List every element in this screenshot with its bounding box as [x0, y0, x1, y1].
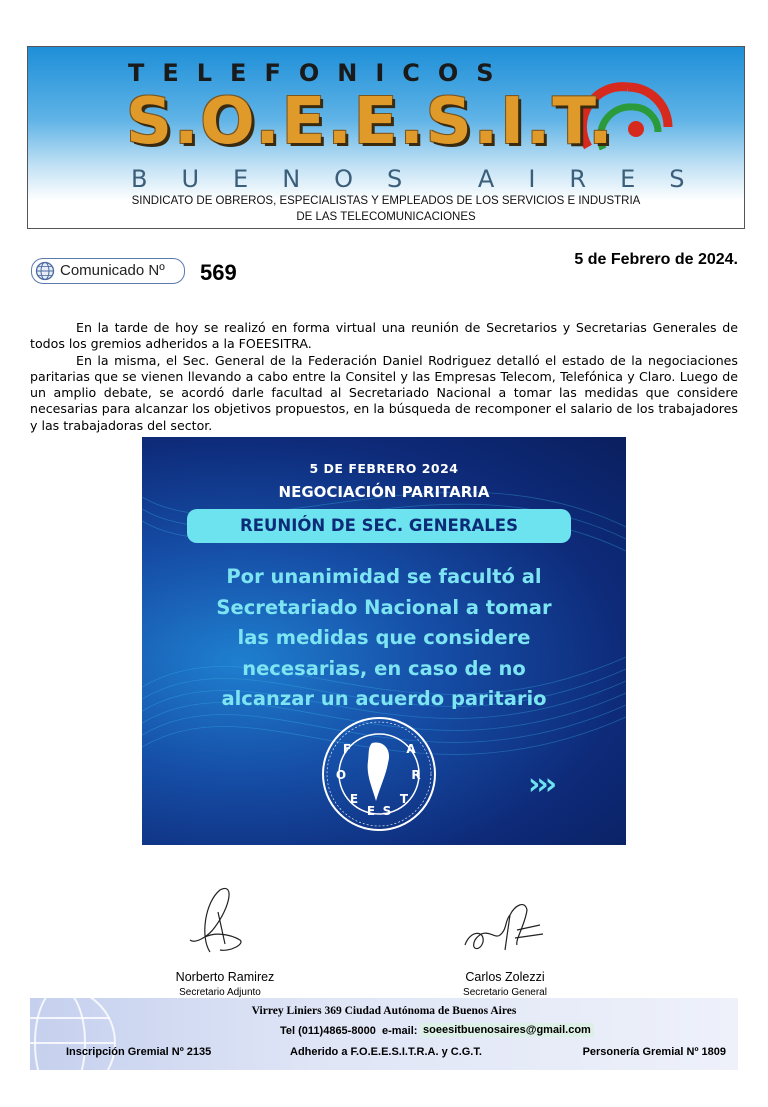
footer-email-link[interactable]: soeesitbuenosaires@gmail.com: [420, 1023, 594, 1037]
flyer-message-line: Secretariado Nacional a tomar: [216, 595, 552, 619]
flyer-title: NEGOCIACIÓN PARITARIA: [278, 483, 490, 501]
header-city: BUENOS AIRES: [131, 165, 719, 193]
flyer-date: 5 DE FEBRERO 2024: [309, 461, 459, 476]
body-paragraph: En la misma, el Sec. General de la Federación Daniel Rodriguez detalló el estado de la negociaciones paritarias que se vienen llevando a cabo entre la Consitel y las Empresas Telecom, Telefónica y Claro. Luego de un amplio debate, se acordó darle facultad al Secretariado Nacional a tomar las medidas que considere necesarias para alcanzar los objetivos propuestos, en la búsqueda de recomponer el salario de los trabajadores y las trabajadoras del sector.: [30, 352, 738, 433]
footer-inscripcion: Inscripción Gremial Nº 2135: [66, 1046, 212, 1058]
svg-text:T: T: [399, 792, 409, 806]
body-paragraph: En la tarde de hoy se realizó en forma virtual una reunión de Secretarios y Secretarias Generales de todos los gremios adheridos a la FOEESITRA.: [30, 320, 738, 352]
flyer-pill-heading: REUNIÓN DE SEC. GENERALES: [187, 509, 571, 543]
flyer-message-line: Por unanimidad se facultó al: [226, 565, 542, 588]
signature-right: [455, 890, 555, 970]
comunicado-number: 569: [200, 260, 237, 285]
comunicado-label: Comunicado Nº: [60, 262, 165, 279]
foeesitra-seal-logo: [314, 715, 444, 833]
signatory-left-role: Secretario Adjunto: [179, 987, 261, 998]
header-top-line: TELEFONICOS: [128, 59, 512, 87]
footer-phone: Tel (011)4865-8000: [280, 1025, 376, 1037]
footer: [30, 998, 738, 1070]
flyer-message-line: las medidas que considere: [237, 626, 531, 649]
flyer-message: [162, 562, 606, 715]
chevron-right-icon: ›››: [528, 767, 554, 802]
flyer-message-line: necesarias, en caso de no: [242, 656, 526, 680]
union-name-logo: S.O.E.E.S.I.T.: [126, 85, 615, 159]
signatory-left-name: Norberto Ramirez: [175, 970, 275, 984]
svg-text:O: O: [335, 768, 347, 782]
document-date: 5 de Febrero de 2024.: [574, 251, 738, 268]
signature-left: [180, 882, 260, 962]
globe-icon: [35, 261, 55, 281]
footer-address: Virrey Liniers 369 Ciudad Autónoma de Buenos Aires: [251, 1005, 517, 1017]
footer-personeria: Personería Gremial Nº 1809: [582, 1046, 726, 1058]
signatory-right-role: Secretario General: [463, 987, 547, 998]
comunicado-badge: [31, 258, 185, 284]
svg-text:E: E: [349, 792, 359, 806]
header-banner: [27, 46, 745, 229]
svg-text:S: S: [382, 804, 392, 818]
svg-text:A: A: [406, 742, 416, 756]
footer-adherido: Adherido a F.O.E.E.S.I.T.R.A. y C.G.T.: [290, 1046, 482, 1058]
svg-text:R: R: [411, 768, 421, 782]
announcement-flyer: [142, 437, 626, 845]
svg-text:F: F: [342, 742, 352, 756]
body-text: [30, 320, 738, 434]
header-subtitle-line1: SINDICATO DE OBREROS, ESPECIALISTAS Y EMPLEADOS DE LOS SERVICIOS E INDUSTRIA: [131, 195, 641, 207]
footer-email-label: e-mail:: [382, 1025, 418, 1037]
flyer-message-line: alcanzar un acuerdo paritario: [221, 687, 547, 710]
header-subtitle-line2: DE LAS TELECOMUNICACIONES: [296, 211, 476, 223]
signatory-right-name: Carlos Zolezzi: [465, 970, 545, 984]
svg-text:E: E: [366, 804, 376, 818]
